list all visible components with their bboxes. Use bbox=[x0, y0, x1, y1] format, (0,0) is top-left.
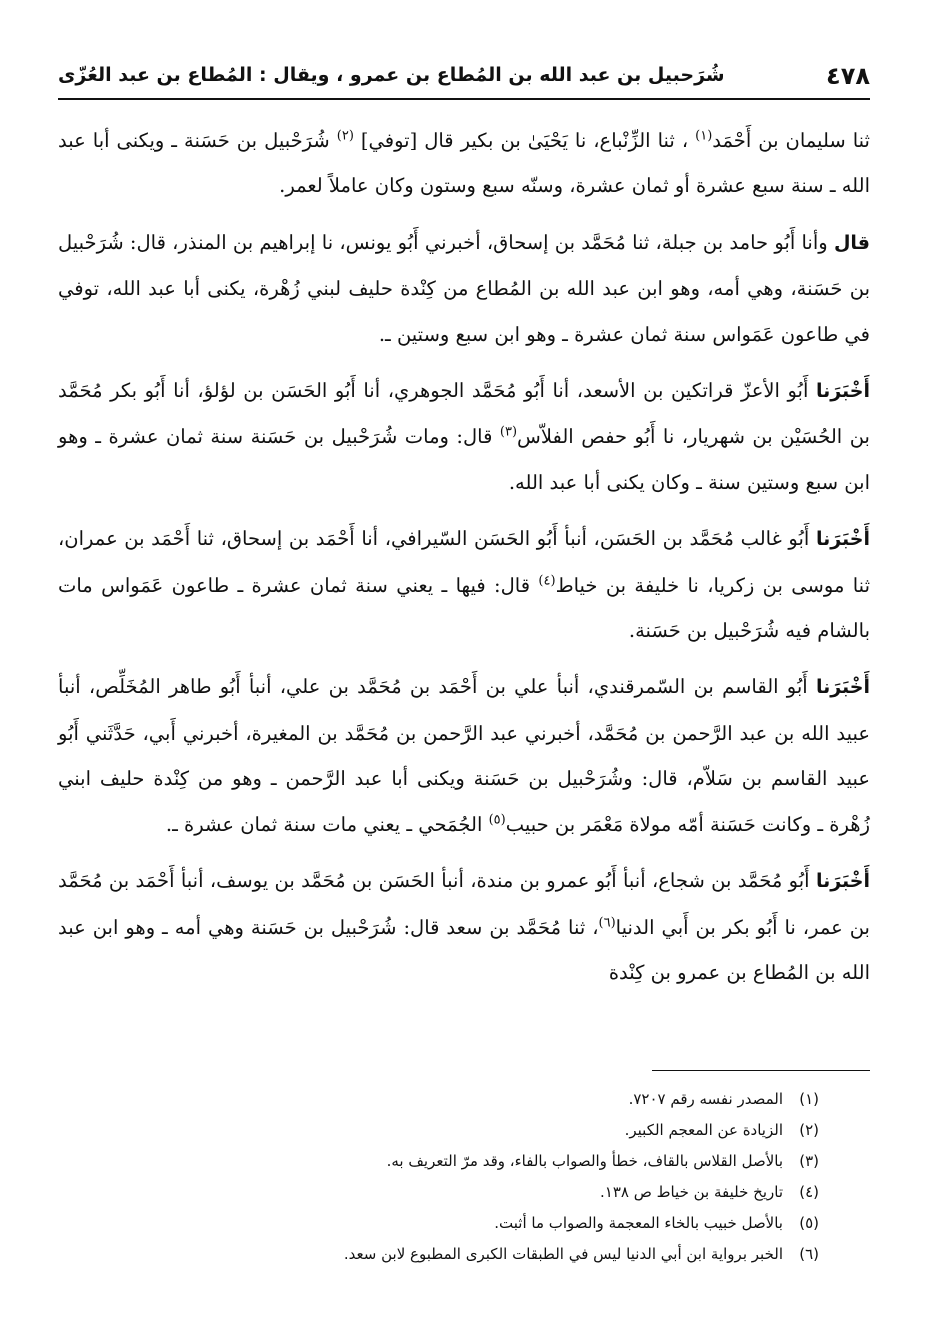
running-title: شُرَحبيل بن عبد الله بن المُطاع بن عمرو ، ويقال : المُطاع بن عبد العُزّى bbox=[58, 64, 725, 86]
paragraph-lead-word: أَخْبَرَنا bbox=[815, 380, 870, 403]
paragraph-text: وأنا أَبُو حامد بن جبلة، ثنا مُحَمَّد بن إسحاق، أخبرني أَبُو يونس، نا إبراهيم بن المنذر، قال: شُرَحْبيل بن حَسَنة، وهي أمه، وهو ابن عبد الله بن المُطاع من كِنْدة حليف لبني زُهْرة، يكنى أبا عبد الله، توفي في طاعون عَمَواس سنة ثمان عشرة ـ وهو ابن سبع وستين ـ. bbox=[58, 230, 870, 346]
page-header bbox=[58, 58, 870, 98]
paragraph-text: الجُمَحي ـ يعني مات سنة ثمان عشرة ـ. bbox=[165, 812, 489, 836]
footnote-text: المصدر نفسه رقم ٧٢٠٧. bbox=[628, 1090, 783, 1108]
footnote bbox=[219, 1084, 819, 1115]
footnote-reference: (٢) bbox=[336, 128, 354, 144]
footnote-reference: (٥) bbox=[488, 812, 506, 828]
paragraph-text: أَبُو الأعزّ قراتكين بن الأسعد، أنا أَبُو مُحَمَّد الجوهري، أنا أَبُو الحَسَن بن لؤلؤ، أنا أَبُو بكر مُحَمَّد بن الحُسَيْن بن شهريار، نا أَبُو حفص الفلاّس bbox=[58, 379, 870, 449]
paragraph bbox=[58, 858, 870, 995]
paragraph bbox=[58, 118, 870, 209]
footnote-reference: (٣) bbox=[499, 424, 518, 440]
paragraph bbox=[58, 220, 870, 357]
footnote bbox=[219, 1239, 819, 1270]
footnote-separator bbox=[652, 1070, 870, 1071]
footnote-number: (١) bbox=[799, 1090, 819, 1108]
paragraph-text: ، ثنا الزِّنْباع، نا يَحْيَىٰ بن بكير قال [توفي] bbox=[353, 129, 696, 152]
paragraph-text: أَبُو غالب مُحَمَّد بن الحَسَن، أنبأ أَبُو الحَسَن السّيرافي، أنا أَحْمَد بن إسحاق، ثنا أَحْمَد بن عمران، ثنا موسى بن زكريا، نا خليفة بن خياط bbox=[58, 527, 870, 597]
paragraph bbox=[58, 368, 870, 505]
main-text bbox=[58, 118, 870, 1006]
paragraph bbox=[58, 516, 870, 653]
paragraph-text: أَبُو مُحَمَّد بن شجاع، أنبأ أَبُو عمرو بن مندة، أنبأ الحَسَن بن مُحَمَّد بن يوسف، أنبأ أَحْمَد بن مُحَمَّد بن عمر، نا أَبُو بكر بن أَبي الدنيا bbox=[58, 869, 870, 939]
footnote-reference: (٦) bbox=[598, 915, 616, 930]
footnote bbox=[219, 1177, 819, 1208]
footnote bbox=[219, 1146, 819, 1177]
footnotes bbox=[219, 1084, 819, 1270]
paragraph-lead-word: أَخْبَرَنا bbox=[815, 676, 870, 699]
header-rule bbox=[58, 98, 870, 100]
paragraph-text: شُرَحْبيل بن حَسَنة ـ ويكنى أبا عبد الله ـ سنة سبع عشرة أو ثمان عشرة، وسنّه سبع وستون وكان عاملاً لعمر. bbox=[58, 129, 870, 198]
paragraph-lead-word: أَخْبَرَنا bbox=[815, 528, 870, 551]
paragraph-text: ثنا سليمان بن أَحْمَد bbox=[712, 129, 870, 152]
footnote-number: (٤) bbox=[799, 1183, 819, 1201]
paragraph-lead-word: أَخْبَرَنا bbox=[815, 870, 870, 893]
footnote-number: (٢) bbox=[799, 1121, 819, 1139]
page-number: ٤٧٨ bbox=[826, 62, 870, 90]
paragraph-text: ، ثنا مُحَمَّد بن سعد قال: شُرَحْبيل بن حَسَنة وهي أمه ـ وهو ابن عبد الله بن المُطاع بن عمرو بن كِنْدة bbox=[58, 915, 870, 984]
footnote bbox=[219, 1115, 819, 1146]
footnote-reference: (٤) bbox=[538, 573, 556, 589]
paragraph-text: قال: ومات شُرَحْبيل بن حَسَنة سنة ثمان عشرة ـ وهو ابن سبع وستين سنة ـ وكان يكنى أبا عبد الله. bbox=[58, 425, 870, 494]
paragraph-text: أَبُو القاسم بن السّمرقندي، أنبأ علي بن أَحْمَد بن مُحَمَّد بن علي، أنبأ أَبُو طاهر المُخَلِّص، أنبأ عبيد الله بن عبد الرَّحمن بن مُحَمَّد، أخبرني عبد الرَّحمن بن مُحَمَّد بن المغيرة، أخبرني أَبي، حَدَّثَني أَبُو عبيد القاسم بن سَلاّم، قال: وشُرَحْبيل بن حَسَنة ويكنى أبا عبد الرَّحمن ـ وهو من كِنْدة حليف ابني زُهْرة ـ وكانت حَسَنة أمّه مولاة مَعْمَر بن حبيب bbox=[58, 675, 870, 836]
footnote-text: تاريخ خليفة بن خياط ص ١٣٨. bbox=[599, 1183, 783, 1201]
footnote-text: الزيادة عن المعجم الكبير. bbox=[624, 1121, 783, 1139]
footnote-number: (٥) bbox=[799, 1214, 819, 1232]
footnote bbox=[219, 1208, 819, 1239]
footnote-number: (٣) bbox=[799, 1152, 819, 1170]
footnote-reference: (١) bbox=[695, 128, 713, 144]
paragraph-text: قال: فيها ـ يعني سنة ثمان عشرة ـ طاعون عَمَواس مات بالشام فيه شُرَحْبيل بن حَسَنة. bbox=[58, 573, 870, 643]
footnote-number: (٦) bbox=[799, 1245, 819, 1263]
footnote-text: بالأصل خبيب بالخاء المعجمة والصواب ما أثبت. bbox=[494, 1214, 783, 1232]
paragraph bbox=[58, 664, 870, 847]
footnote-text: بالأصل القلاس بالقاف، خطأ والصواب بالفاء، وقد مرّ التعريف به. bbox=[386, 1152, 783, 1170]
footnote-text: الخبر برواية ابن أبي الدنيا ليس في الطبقات الكبرى المطبوع لابن سعد. bbox=[343, 1245, 783, 1263]
paragraph-lead-word: قال bbox=[833, 231, 870, 254]
